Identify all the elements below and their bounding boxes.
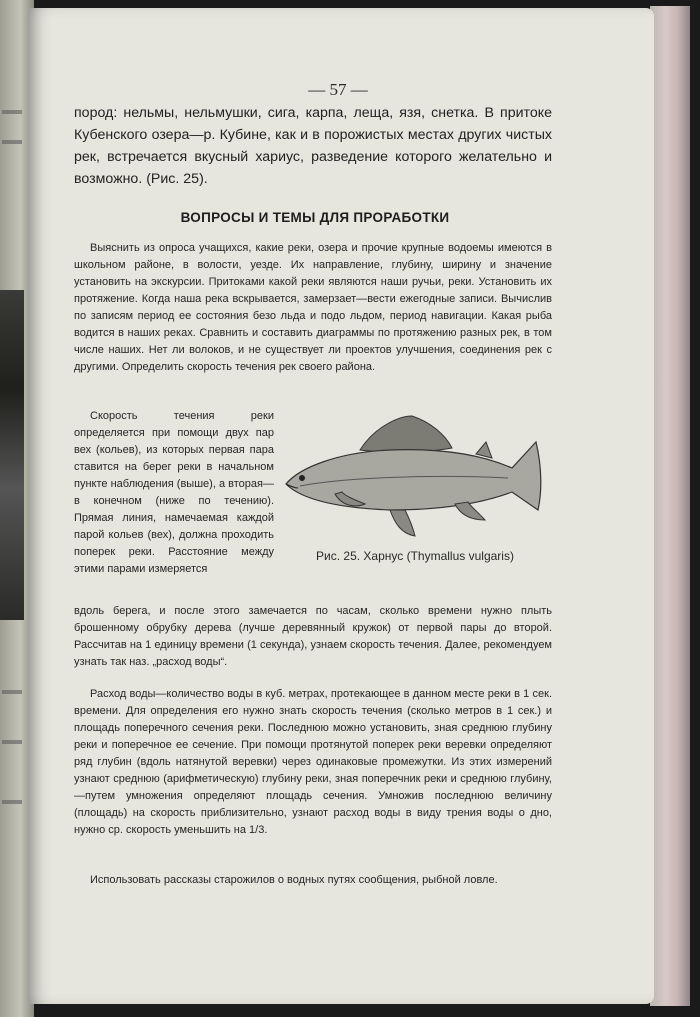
- paragraph-old-timers: [74, 872, 552, 889]
- book-page-edges: [650, 6, 690, 1006]
- paragraph-water-discharge-text: Расход воды—количество воды в куб. метрах, протекающее в данном месте реки в 1 сек. времени. Для определения его нужно знать скорость течения (сколько метров в 1 сек.) и площадь поперечного сечения реки. Последнюю можно установить, зная среднюю глубину реки и поперечное ее сечение. При помощи протянутой поперек реки веревки определяют ряд глубин (вдоль натянутой веревки) через одинаковые промежутки. Из этих измерений узнают среднюю (арифметическую) глубину реки, зная поперечник реки и среднюю глубину,—путем умножения определяют площадь сечения. Умножив последнюю величину (площадь) на скорость приблизительно, узнают расход воды в виду трения воды о дно, нужно ср. скорость уменьшить на 1/3.: [74, 688, 552, 836]
- facing-page-text-fragment: [2, 800, 22, 804]
- facing-page-photo: [0, 290, 24, 620]
- paragraph-current-speed-text: Скорость течения реки определяется при помощи двух пар вех (кольев), из которых первая пара ставится на берег реки в начальном пункте наблюдения (выше), а вторая—в конечном (ниже по течению). Прямая линия, намечаемая каждой парой кольев (вех), должна проходить поперек реки. Расстояние между этими парами измеряется: [74, 410, 274, 575]
- paragraph-intro: пород: нельмы, нельмушки, сига, карпа, леща, язя, снетка. В притоке Кубенского озера—р. Кубине, как и в порожистых местах других чистых рек, встречается вкусный хариус, разведение которого желательно и возможно. (Рис. 25).: [74, 105, 552, 187]
- paragraph-old-timers-text: Использовать рассказы старожилов о водных путях сообщения, рыбной ловле.: [90, 874, 498, 886]
- facing-page-text-fragment: [2, 140, 22, 144]
- facing-page-text-fragment: [2, 740, 22, 744]
- paragraph-questions-text: Выяснить из опроса учащихся, какие реки, озера и прочие крупные водоемы имеются в школьном районе, в волости, уезде. Их направление, глубину, ширину и значение установить на экскурсии. Притоками какой реки являются наши ручьи, реки. Установить их протяжение. Когда наша река вскрывается, замерзает—вести ежегодные записи. Вычислив по записям период ее состояния безо льда и подо льдом, период навигации. Какая рыба водится в наших реках. Сравнить и составить диаграммы по протяжению разных рек, в том числе наших. Нет ли волоков, и не существует ли проектов улучшения, соединения рек с другими. Определить скорость течения рек своего района.: [74, 242, 552, 373]
- paragraph-current-speed: [74, 408, 274, 578]
- paragraph-water-discharge: [74, 686, 552, 839]
- page-number: — 57 —: [308, 80, 368, 99]
- paragraph-current-speed-continued: вдоль берега, и после этого замечается по часам, сколько времени нужно плыть брошенному обрубку дерева (лучше деревянный кружок) от первой пары до второй. Рассчитав на 1 единицу времени (1 секунда), узнаем скорость течения. Далее, рекомендуем узнать так наз. „расход воды“.: [74, 605, 552, 668]
- paragraph-questions: [74, 240, 552, 376]
- figure-caption: Рис. 25. Харнус (Thymallus vulgaris): [316, 549, 514, 563]
- facing-page-text-fragment: [2, 110, 22, 114]
- facing-page-text-fragment: [2, 690, 22, 694]
- section-heading: ВОПРОСЫ И ТЕМЫ ДЛЯ ПРОРАБОТКИ: [180, 210, 450, 225]
- grayling-fish-illustration: [280, 412, 545, 542]
